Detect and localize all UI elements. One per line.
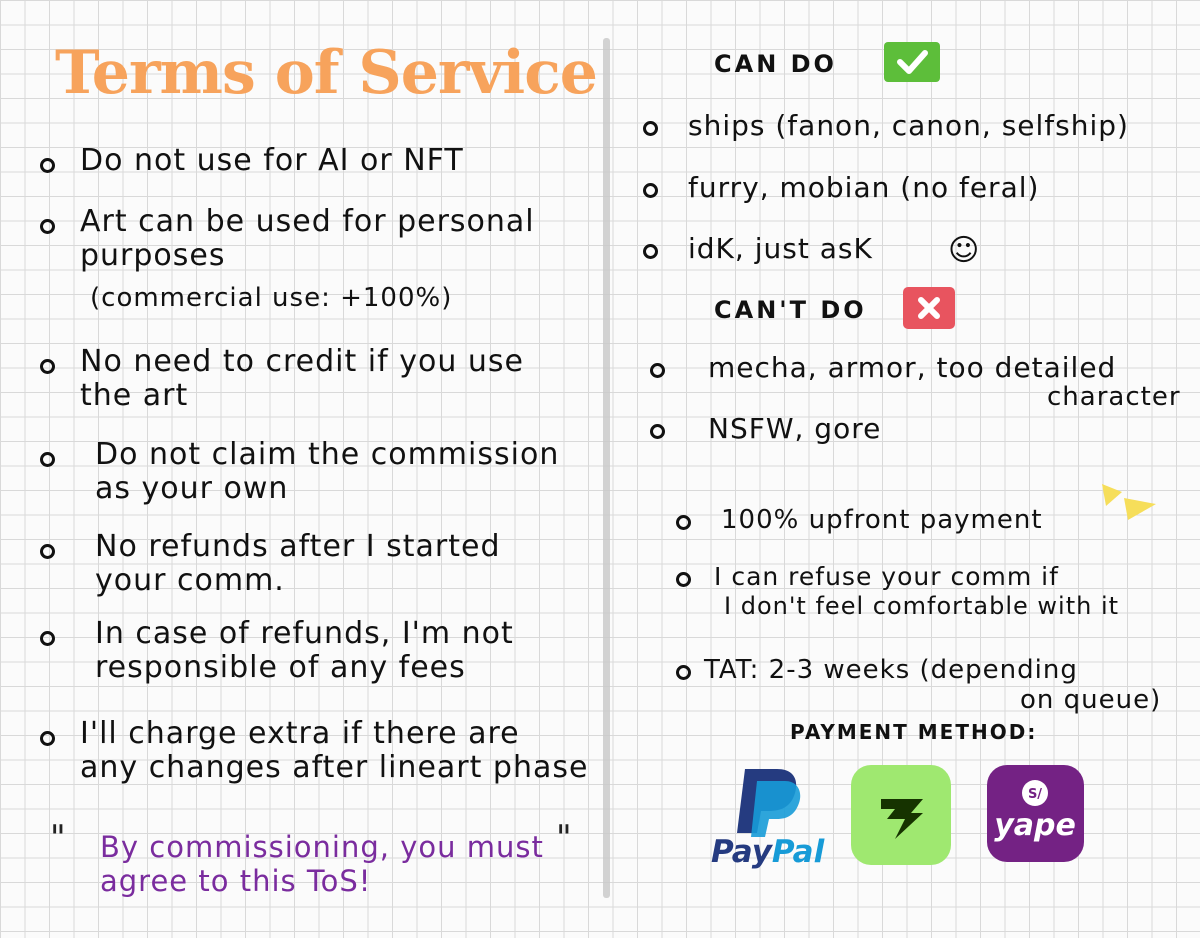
smile-icon: ☺ [948,233,980,268]
page-title: Terms of Service [55,38,597,108]
close-quote: " [556,818,572,858]
bullet-icon [40,219,55,234]
rule-text: In case of refunds, I'm not responsible of any fees [95,616,514,685]
svg-text:S/: S/ [1027,787,1043,802]
rule-text: No refunds after I started your comm. [95,529,501,598]
cant-do-heading: CAN'T DO [714,296,867,324]
rule-text: Do not claim the commission as your own [95,437,560,506]
bullet-icon [40,631,55,646]
bullet-icon [40,359,55,374]
wise-logo-icon [851,765,951,865]
rule-text: I'll charge extra if there are any changes after lineart phase [80,716,589,785]
bullet-icon [643,244,658,259]
cant-do-item-continued: character [1047,382,1181,412]
can-do-heading: CAN DO [714,50,837,78]
bullet-icon [676,665,691,680]
open-quote: " [50,818,66,858]
rule-text: Art can be used for personal purposes [80,204,535,273]
bullet-icon [650,363,665,378]
paypal-logo-icon [733,765,803,837]
svg-text:yape: yape [994,808,1076,843]
rule-text: Do not use for AI or NFT [80,143,464,178]
payment-method-label: PAYMENT METHOD: [790,720,1038,744]
check-icon [884,42,940,82]
column-divider [603,38,610,898]
policy-item-continued: on queue) [1020,685,1162,715]
bullet-icon [676,515,691,530]
bullet-icon [643,183,658,198]
triangle-doodle-icon [1098,480,1160,524]
yape-logo-icon [987,765,1084,862]
paypal-wordmark: PayPal [711,834,825,870]
cross-icon [903,287,955,329]
bullet-icon [40,158,55,173]
bullet-icon [676,572,691,587]
policy-item-continued: I don't feel comfortable with it [724,592,1120,620]
bullet-icon [40,452,55,467]
agreement-text: By commissioning, you must agree to this ToS! [100,830,544,898]
bullet-icon [40,544,55,559]
bullet-icon [40,731,55,746]
bullet-icon [650,424,665,439]
commercial-note: (commercial use: +100%) [90,283,453,313]
rule-text: No need to credit if you use the art [80,344,524,413]
bullet-icon [643,121,658,136]
